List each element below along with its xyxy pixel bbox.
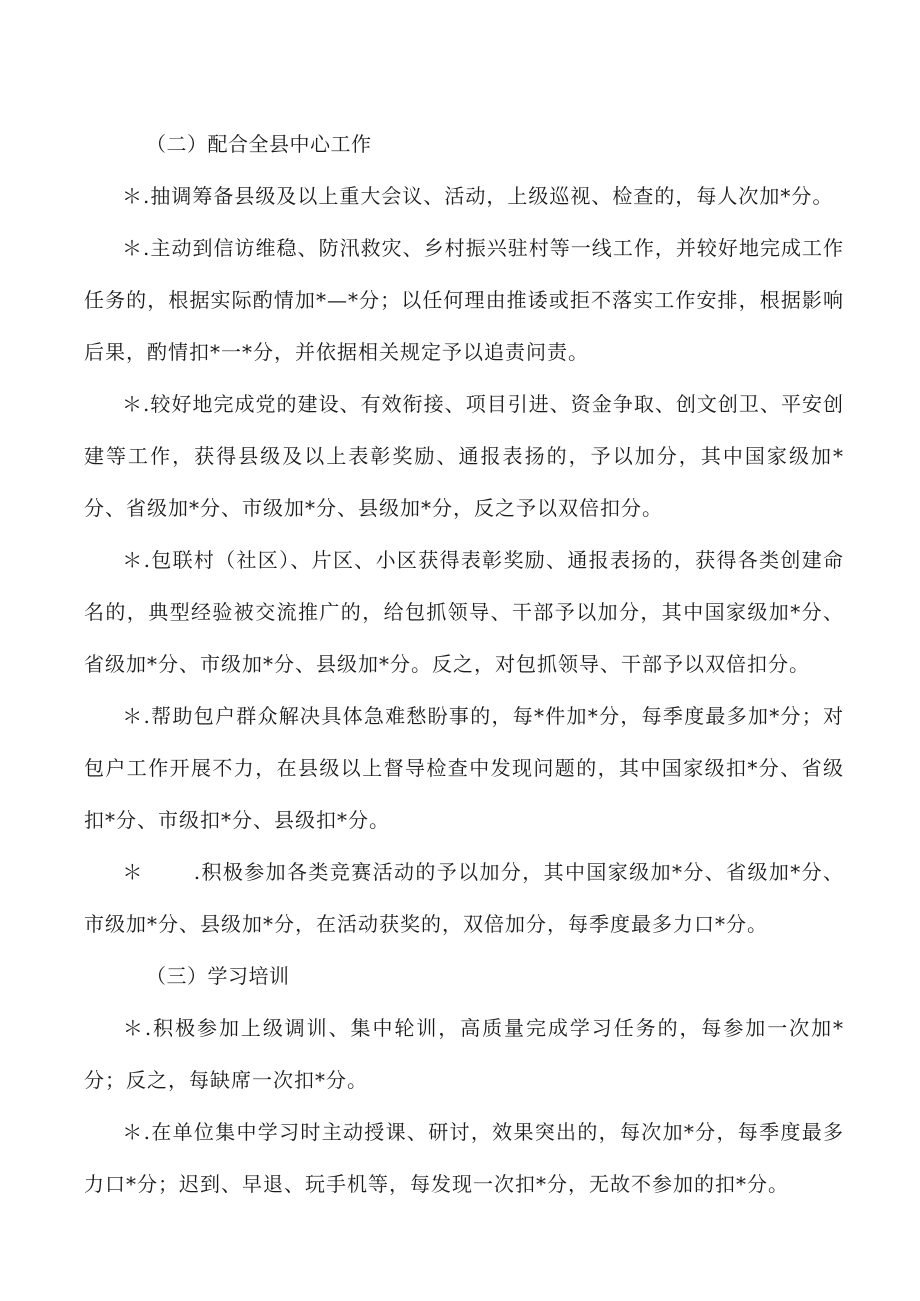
item-marker: ＊ [122, 548, 144, 572]
item-text: .较好地完成党的建设、有效衔接、项目引进、资金争取、创文创卫、平安创建等工作，获得县级及以上表彰奖励、通报表扬的，予以加分，其中国家级加*分、省级加*分、市级加*分、县级加*分，反之予以双倍扣分。 [84, 392, 845, 520]
item-marker: ＊ [122, 1016, 145, 1040]
list-item [84, 170, 844, 222]
list-item [84, 1002, 844, 1106]
list-item [84, 690, 844, 846]
item-text: .帮助包户群众解决具体急难愁盼事的，每*件加*分，每季度最多加*分；对包户工作开展不力，在县级以上督导检查中发现问题的，其中国家级扣*分、省级扣*分、市级扣*分、县级扣*分。 [84, 704, 845, 832]
item-marker: ＊ [122, 392, 144, 416]
list-item [84, 378, 844, 534]
item-text: .积极参加上级调训、集中轮训，高质量完成学习任务的，每参加一次加*分；反之，每缺席一次扣*分。 [84, 1016, 845, 1092]
item-marker: ＊ [122, 236, 144, 260]
section-heading-3: （三）学习培训 [146, 964, 290, 988]
item-text: .包联村（社区）、片区、小区获得表彰奖励、通报表扬的，获得各类创建命名的，典型经验被交流推广的，给包抓领导、干部予以加分，其中国家级加*分、省级加*分、市级加*分、县级加*分。反之，对包抓领导、干部予以双倍扣分。 [84, 548, 844, 676]
list-item [84, 222, 844, 378]
item-marker: ＊ [122, 1120, 144, 1144]
section-heading-2: （二）配合全县中心工作 [146, 132, 372, 156]
item-text: .积极参加各类竞赛活动的予以加分，其中国家级加*分、省级加*分、市级加*分、县级加*分，在活动获奖的，双倍加分，每季度最多力口*分。 [84, 860, 845, 936]
item-text: .主动到信访维稳、防汛救灾、乡村振兴驻村等一线工作，并较好地完成工作任务的，根据实际酌情加*—*分；以任何理由推诿或拒不落实工作安排，根据影响后果，酌情扣*一*分，并依据相关规定予以追责问责。 [84, 236, 845, 364]
item-marker: ＊ [122, 704, 144, 728]
item-text: .抽调筹备县级及以上重大会议、活动，上级巡视、检查的，每人次加*分。 [143, 184, 834, 208]
list-item [84, 1106, 844, 1210]
item-marker: ＊ [122, 860, 144, 884]
document-page [84, 118, 844, 1210]
item-marker: ＊ [122, 184, 143, 208]
list-item [84, 846, 844, 950]
item-text: .在单位集中学习时主动授课、研讨，效果突出的，每次加*分，每季度最多力口*分；迟到、早退、玩手机等，每发现一次扣*分，无故不参加的扣*分。 [84, 1120, 844, 1196]
list-item [84, 534, 844, 690]
